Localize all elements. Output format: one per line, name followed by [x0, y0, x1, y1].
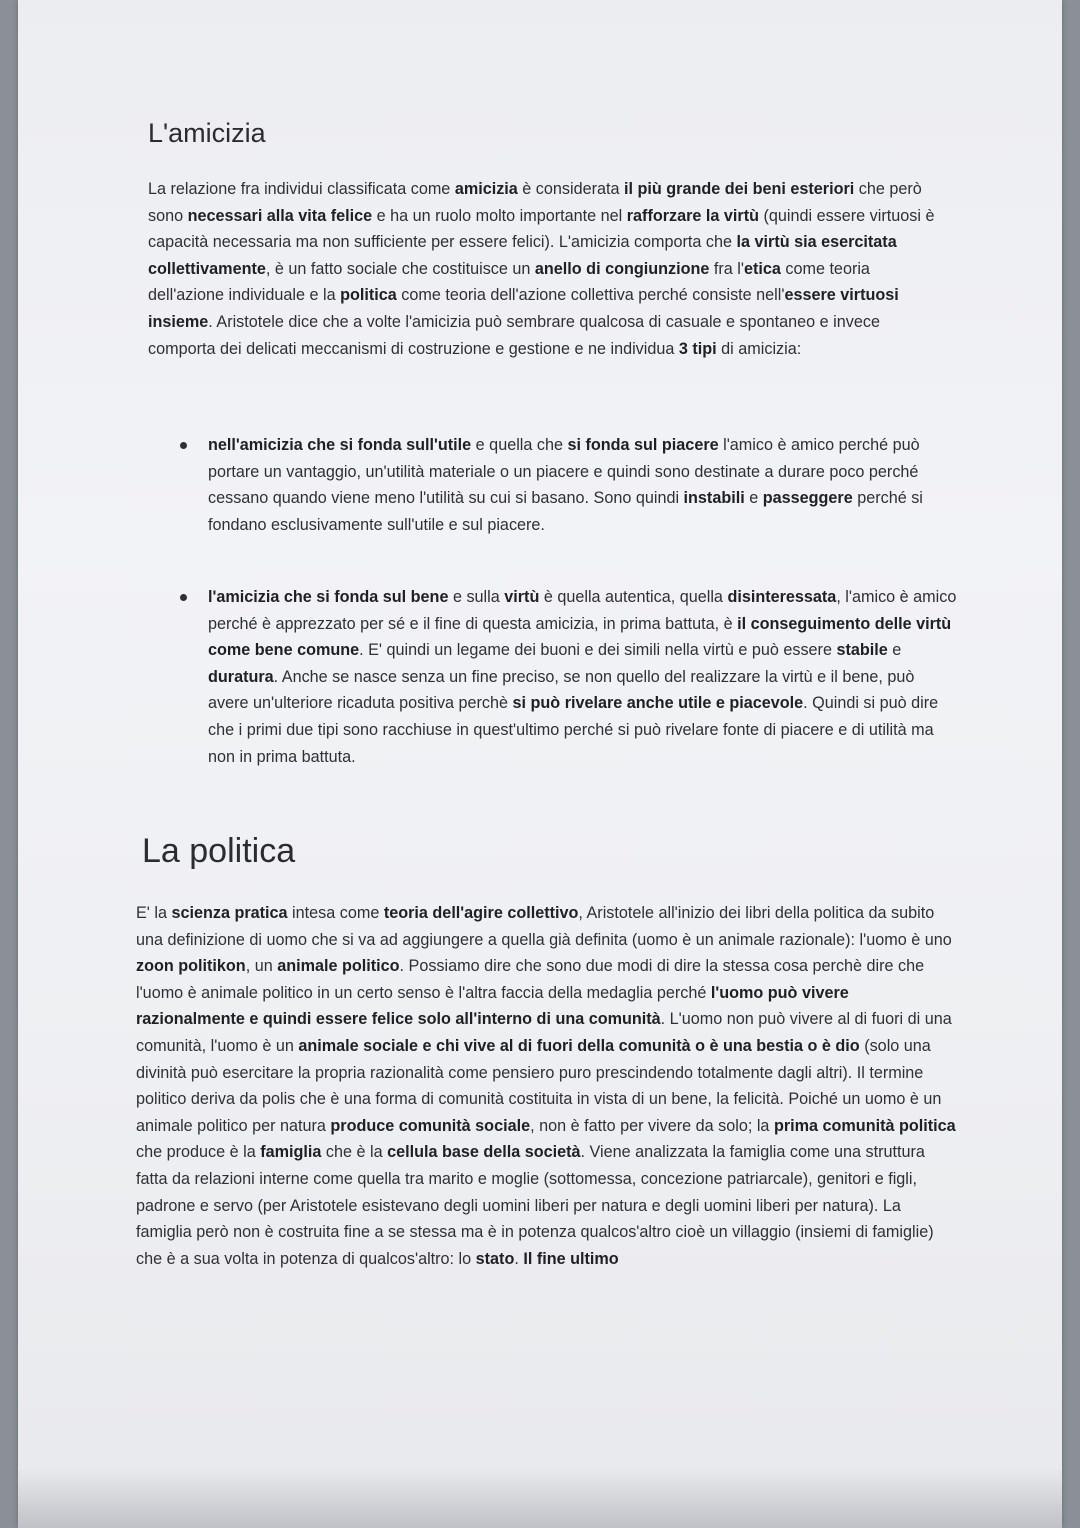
text-run: come teoria dell'azione individuale e la — [148, 259, 870, 305]
text-run: , Aristotele all'inizio dei libri della politica da subito una definizione di uomo che si va ad aggiungere a quella già definita (uomo è un animale razionale): l'uomo è uno — [136, 904, 952, 949]
bold-text: si può rivelare anche utile e piacevole — [512, 694, 804, 713]
text-run: e sulla — [448, 588, 505, 606]
bold-text: anello di congiunzione — [534, 259, 710, 278]
bold-text: 3 tipi — [678, 339, 717, 358]
text-run: . Viene analizzata la famiglia come una struttura fatta da relazioni interne come quella tra marito e moglie (sottomessa, concezione patriarcale), genitori e figli, padrone e servo (per Aristotele esistevano degli uomini liberi per natura e degli uomini liberi per natura). La famiglia però non è costruita fine a se stessa ma è in potenza qualcos'altro cioè un villaggio (insiemi di famiglie) che è a sua volta in potenza di qualcos'altro: lo — [136, 1143, 934, 1268]
text-run: intesa come — [287, 904, 384, 922]
text-run: . L'uomo non può vivere al di fuori di una comunità, l'uomo è un — [136, 1010, 952, 1055]
bold-text: necessari alla vita felice — [187, 206, 373, 225]
bold-text: la virtù sia esercitata collettivamente — [148, 233, 897, 278]
text-run: . Anche se nasce senza un fine preciso, se non quello del realizzare la virtù e il bene, può avere un'ulteriore ricaduta positiva perchè — [208, 667, 915, 713]
text-run: è considerata — [517, 180, 624, 198]
text-run: che però sono — [148, 180, 922, 225]
section-title-politica: La politica — [142, 832, 296, 870]
paragraph-politica — [136, 900, 956, 1272]
bullet-dot — [180, 594, 187, 601]
text-run: di amicizia: — [716, 339, 802, 358]
text-run: come teoria dell'azione collettiva perché consiste nell' — [396, 286, 785, 305]
text-run: , è un fatto sociale che costituisce un — [265, 259, 535, 278]
bold-text: prima comunità politica — [773, 1116, 956, 1135]
bold-text: politica — [340, 286, 397, 305]
bold-text: cellula base della società — [387, 1143, 581, 1162]
bold-text: nell'amicizia che si fonda sull'utile — [208, 436, 472, 454]
bold-text: duratura — [208, 667, 274, 686]
section-title-amicizia: L'amicizia — [148, 118, 266, 148]
bullet-item-utile-piacere — [168, 432, 948, 538]
text-run: l'amico è amico perché può portare un vantaggio, un'utilità materiale o un piacere e quindi sono destinate a durare poco perché cessano quando viene meno l'utilità su cui si basano. Sono quindi — [208, 436, 920, 508]
bullet-item-bene-virtu — [168, 584, 958, 770]
bold-text: amicizia — [454, 180, 518, 198]
text-run: . E' quindi un legame dei buoni e dei simili nella virtù e può essere — [359, 641, 837, 660]
bullet-text-bene-virtu — [208, 588, 956, 766]
text-run: fra l' — [709, 259, 744, 278]
text-run: . Possiamo dire che sono due modi di dire la stessa cosa perchè dire che l'uomo è animale politico in un certo senso è l'altra faccia della medaglia perché — [136, 957, 925, 1002]
bold-text: l'uomo può vivere razionalmente e quindi essere felice solo all'interno di una comunità — [136, 983, 849, 1029]
bold-text: stato — [475, 1249, 515, 1268]
bold-text: rafforzare la virtù — [626, 206, 759, 225]
text-run: e — [887, 641, 902, 660]
bold-text: scienza pratica — [171, 904, 288, 922]
text-run: . Aristotele dice che a volte l'amicizia può sembrare qualcosa di casuale e spontaneo e invece comporta dei delicati meccanismi di costruzione e gestione e ne individua — [148, 312, 880, 358]
bold-text: disinteressata — [727, 588, 837, 606]
text-run: che produce è la — [136, 1143, 261, 1162]
bold-text: essere virtuosi insieme — [148, 286, 899, 331]
paper-sheet — [18, 0, 1062, 1528]
text-run: (quindi essere virtuosi è capacità necessaria ma non sufficiente per essere felici). L'amicizia comporta che — [148, 206, 935, 252]
bullet-dot — [180, 442, 187, 449]
bullet-list-2 — [168, 584, 958, 770]
text-run: è quella autentica, quella — [539, 588, 728, 606]
bold-text: instabili — [683, 489, 745, 508]
bold-text: passeggere — [762, 489, 853, 508]
bold-text: l'amicizia che si fonda sul bene — [208, 588, 449, 606]
text-run: e — [744, 489, 763, 508]
text-run: , non è fatto per vivere da solo; la — [530, 1116, 774, 1135]
bullet-text-utile-piacere — [208, 436, 923, 534]
bold-text: animale politico — [277, 957, 400, 976]
text-run: E' la — [136, 904, 172, 922]
text-run: e ha un ruolo molto importante nel — [372, 206, 627, 225]
text-run: perché si fondano esclusivamente sull'utile e sul piacere. — [208, 489, 923, 534]
bold-text: animale sociale e chi vive al di fuori della comunità o è una bestia o è dio — [298, 1036, 860, 1055]
text-run: che è la — [321, 1143, 388, 1162]
text-run: , l'amico è amico perché è apprezzato per sé e il fine di questa amicizia, in prima battuta, è — [208, 588, 957, 633]
bold-text: zoon politikon — [136, 957, 246, 976]
bold-text: famiglia — [260, 1143, 322, 1162]
bold-text: si fonda sul piacere — [567, 436, 719, 454]
photo-shadow — [18, 1468, 1062, 1528]
text-run: (solo una divinità può esercitare la propria razionalità come pensiero puro prescindendo totalmente dagli altri). Il termine politico deriva da polis che è una forma di comunità costituita in vista di un bene, la felicità. Poiché un uomo è un animale politico per natura — [136, 1036, 942, 1135]
bold-text: virtù — [504, 588, 540, 606]
text-run: La relazione fra individui classificata come — [148, 180, 455, 198]
bold-text: produce comunità sociale — [330, 1116, 531, 1135]
text-run: . — [514, 1249, 524, 1268]
bullet-list-1 — [168, 432, 948, 538]
paragraph-amicizia — [148, 176, 938, 362]
bold-text: stabile — [836, 641, 888, 660]
bold-text: etica — [743, 259, 781, 278]
text-run: e quella che — [471, 436, 568, 454]
bold-text: Il fine ultimo — [523, 1249, 619, 1268]
bold-text: il più grande dei beni esteriori — [624, 180, 855, 198]
bold-text: il conseguimento delle virtù come bene comune — [208, 614, 952, 660]
bold-text: teoria dell'agire collettivo — [383, 904, 579, 922]
page-content — [18, 0, 1062, 1528]
text-run: . Quindi si può dire che i primi due tipi sono racchiuse in quest'ultimo perché si può rivelare fonte di piacere e di utilità ma non in prima battuta. — [208, 694, 939, 766]
text-run: , un — [245, 957, 278, 976]
